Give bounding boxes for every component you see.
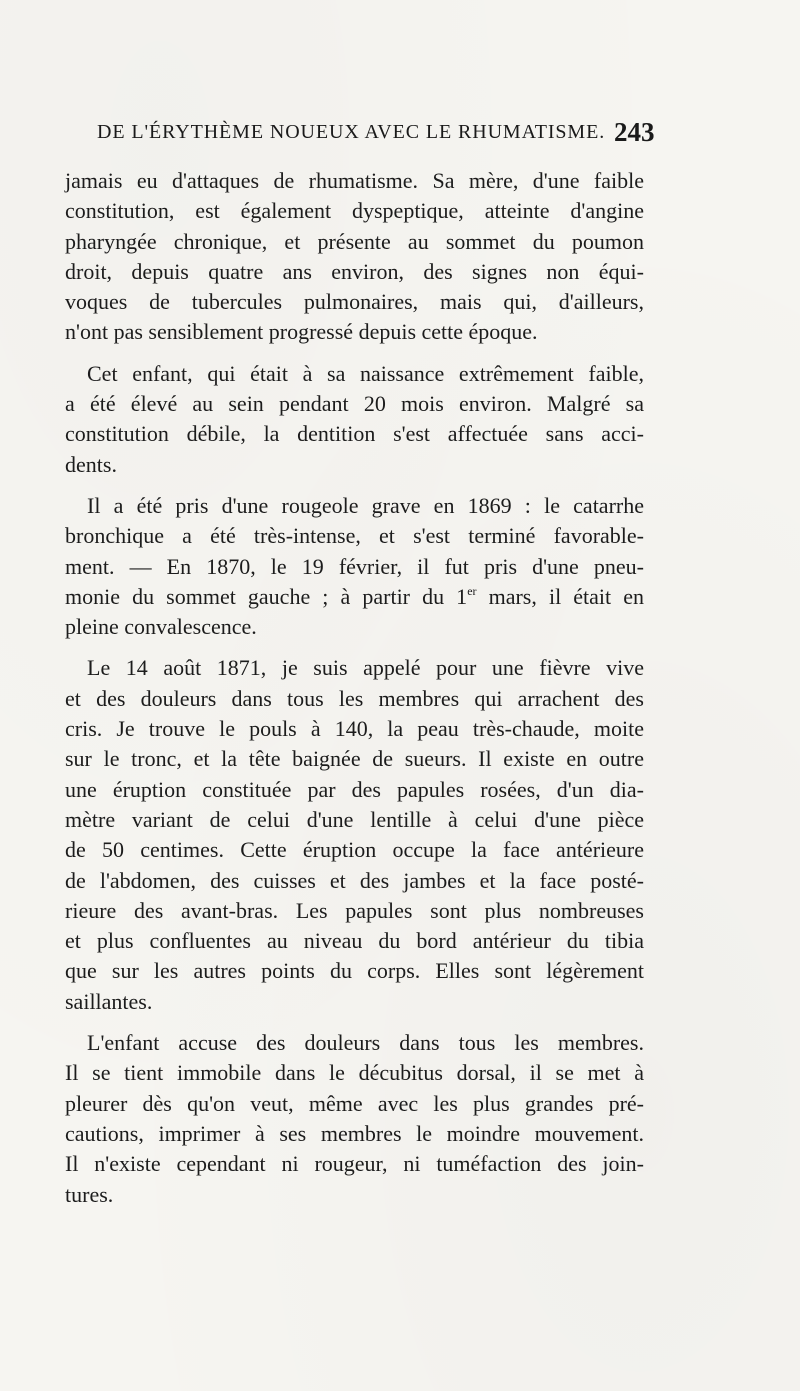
text-line: et plus confluentes au niveau du bord antérieur du tibia <box>65 928 644 954</box>
line-start: monie du sommet gauche ; à partir du 1 <box>65 583 468 609</box>
text-line: Il a été pris d'une rougeole grave en 1869 : le catarrhe <box>87 492 644 518</box>
text-line: de l'abdomen, des cuisses et des jambes et la face posté- <box>65 867 644 893</box>
text-line-with-superscript <box>65 582 644 612</box>
text-line: a été élevé au sein pendant 20 mois environ. Malgré sa <box>65 391 644 417</box>
page-number: 243 <box>614 117 655 147</box>
paragraph-1 <box>65 166 644 348</box>
text-line: que sur les autres points du corps. Elles sont légèrement <box>65 958 644 984</box>
text-line: dents. <box>65 451 117 477</box>
running-title: DE L'ÉRYTHÈME NOUEUX AVEC LE RHUMATISME. <box>97 121 606 143</box>
text-line: pleurer dès qu'on veut, même avec les plus grandes pré- <box>65 1090 644 1116</box>
text-line: jamais eu d'attaques de rhumatisme. Sa mère, d'une faible <box>65 168 644 193</box>
text-line: une éruption constituée par des papules rosées, d'un dia- <box>65 776 644 802</box>
text-line: saillantes. <box>65 988 153 1014</box>
text-line: L'enfant accuse des douleurs dans tous les membres. <box>87 1030 644 1056</box>
text-line: droit, depuis quatre ans environ, des signes non équi- <box>65 258 644 284</box>
text-line: Cet enfant, qui était à sa naissance extrêmement faible, <box>87 360 644 386</box>
text-line: bronchique a été très-intense, et s'est terminé favorable- <box>65 523 644 549</box>
text-line: constitution, est également dyspeptique, atteinte d'angine <box>65 198 644 224</box>
text-line: mètre variant de celui d'une lentille à celui d'une pièce <box>65 806 644 832</box>
paragraph-2 <box>65 359 644 480</box>
body-text <box>65 166 644 1210</box>
superscript: er <box>467 583 477 598</box>
text-line: de 50 centimes. Cette éruption occupe la face antérieure <box>65 837 644 863</box>
text-line: sur le tronc, et la tête baignée de sueurs. Il existe en outre <box>65 746 644 772</box>
text-line: et des douleurs dans tous les membres qui arrachent des <box>65 685 644 711</box>
line-end: mars, il était en <box>476 583 644 609</box>
text-line: pharyngée chronique, et présente au sommet du poumon <box>65 228 644 254</box>
text-line: constitution débile, la dentition s'est affectuée sans acci- <box>65 421 644 447</box>
text-line: n'ont pas sensiblement progressé depuis cette époque. <box>65 319 538 345</box>
text-line: Le 14 août 1871, je suis appelé pour une fièvre vive <box>87 655 644 681</box>
paragraph-5 <box>65 1028 644 1210</box>
text-line: voques de tubercules pulmonaires, mais qui, d'ailleurs, <box>65 289 644 315</box>
text-line: Il se tient immobile dans le décubitus dorsal, il se met à <box>65 1060 644 1086</box>
text-line: cautions, imprimer à ses membres le moindre mouvement. <box>65 1120 644 1146</box>
text-line: rieure des avant-bras. Les papules sont plus nombreuses <box>65 897 644 923</box>
text-line: ment. — En 1870, le 19 février, il fut pris d'une pneu- <box>65 553 644 579</box>
text-line: tures. <box>65 1181 114 1207</box>
paragraph-3 <box>65 491 644 642</box>
text-line: pleine convalescence. <box>65 614 257 640</box>
paragraph-4 <box>65 653 644 1017</box>
text-line: cris. Je trouve le pouls à 140, la peau très-chaude, moite <box>65 716 644 742</box>
text-line: Il n'existe cependant ni rougeur, ni tuméfaction des join- <box>65 1151 644 1177</box>
